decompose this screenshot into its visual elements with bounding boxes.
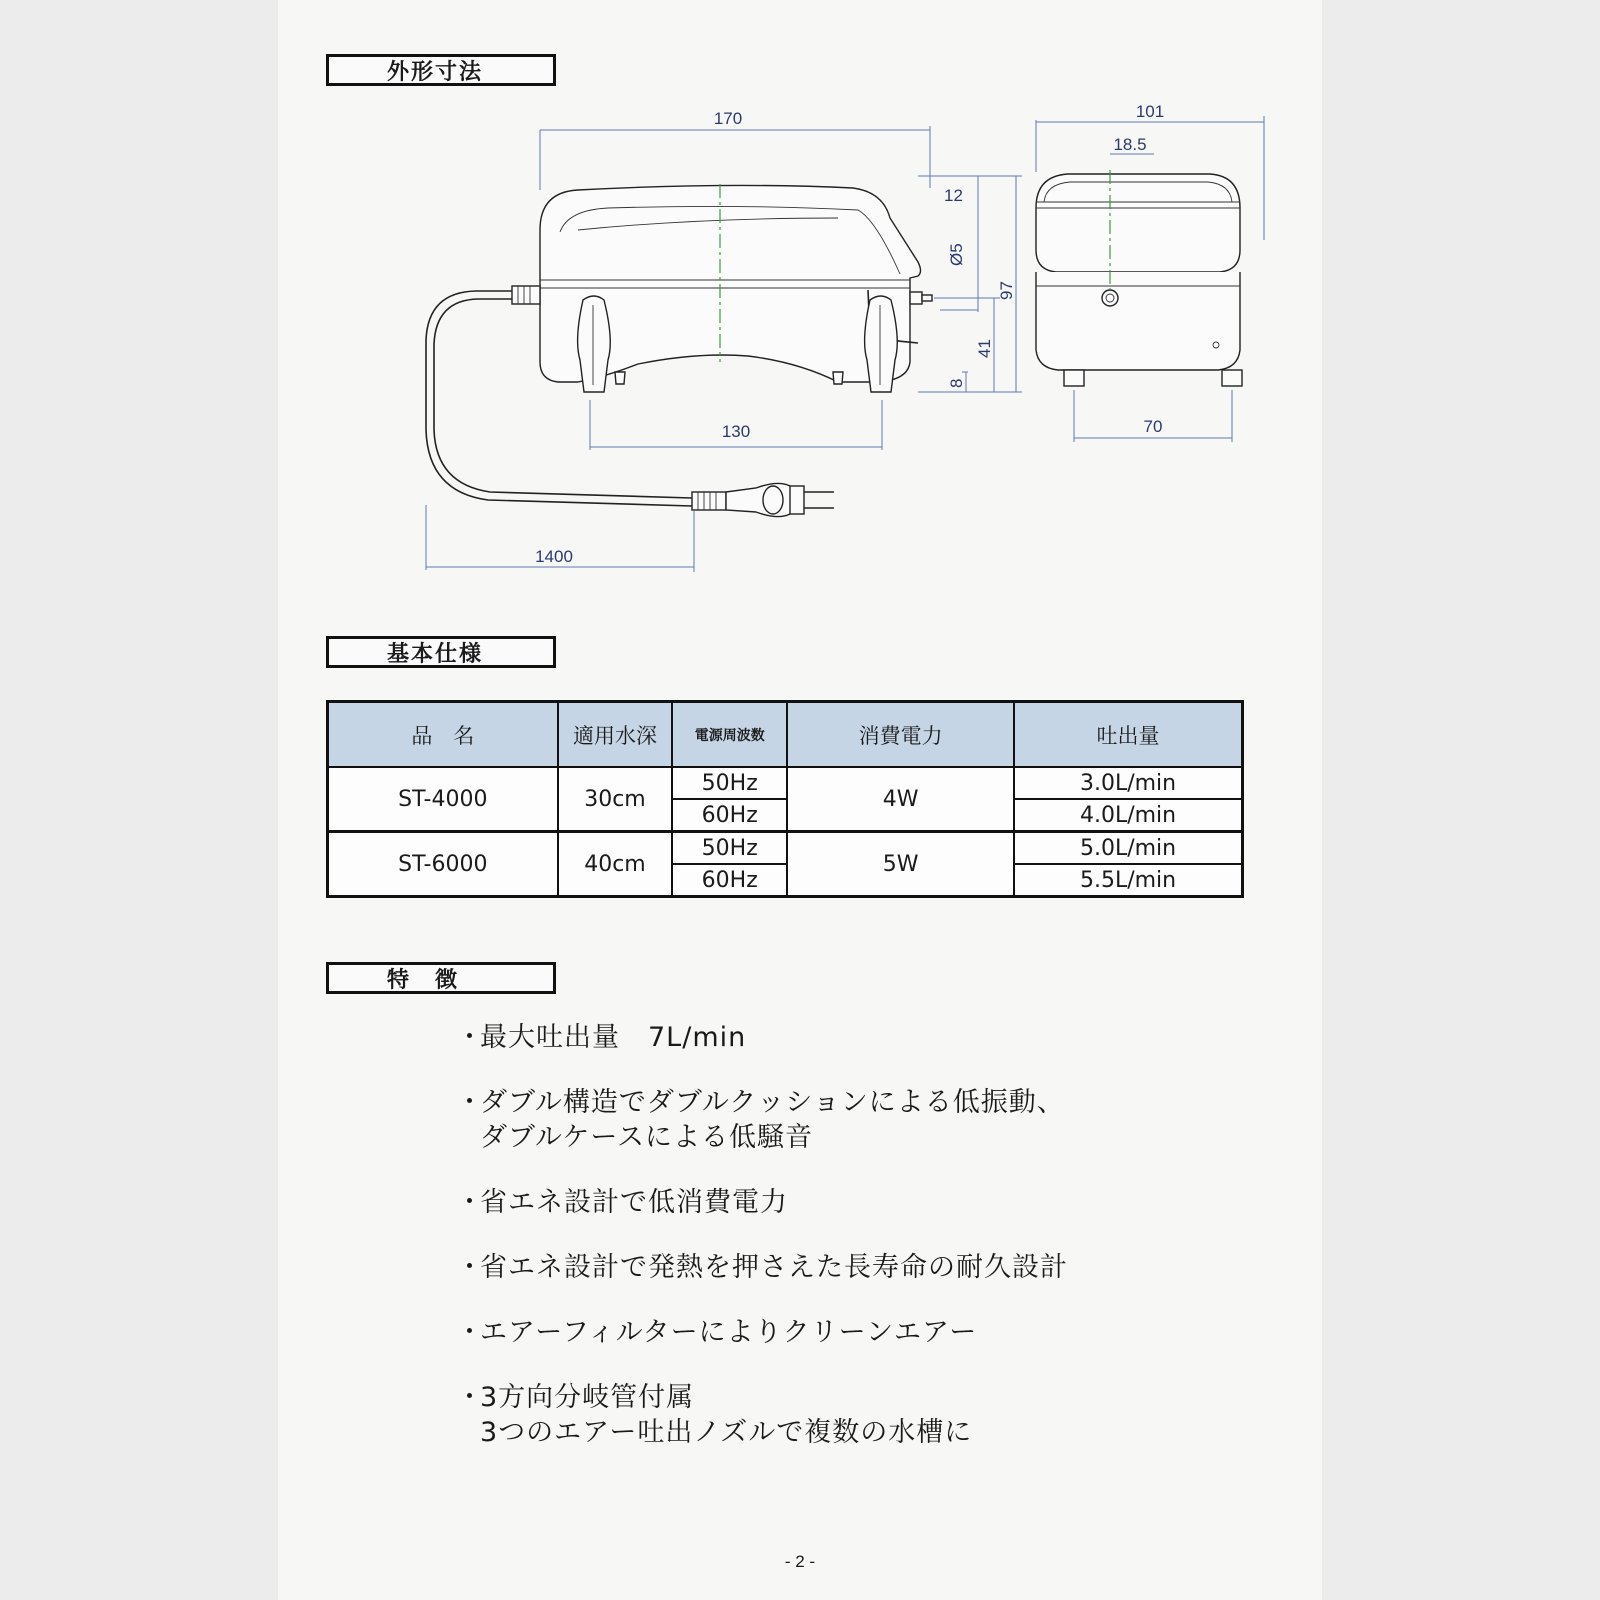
dim-cord: 1400 [535,547,573,566]
table-header-row [328,702,1243,768]
cell-output: 4.0L/min [1014,799,1242,832]
pump-side-view [512,184,932,392]
cell-frequency: 60Hz [672,799,787,832]
dim-depth: 101 [1135,102,1165,121]
cell-model: ST-4000 [328,767,558,832]
section-header-features [326,962,556,994]
feature-line: 最大吐出量 7L/min [480,1022,747,1053]
dim-offset: 12 [944,186,963,205]
feature-line: 3方向分岐管付属 [480,1382,695,1413]
cell-frequency: 60Hz [672,864,787,897]
section-header-specs [326,636,556,668]
feature-line: 省エネ設計で発熱を押さえた長寿命の耐久設計 [480,1252,1068,1283]
dim-foot-span: 130 [721,422,751,441]
section-title: 基本仕様 [387,641,484,667]
feature-line: 3つのエアー吐出ノズルで複数の水槽に [480,1417,973,1448]
dimension-drawing [278,100,1322,600]
dim-nozzle: Ø5 [947,243,966,266]
list-item [456,1185,1216,1220]
bullet: ・ [456,1317,484,1348]
list-item [456,1085,1216,1155]
feature-line: エアーフィルターによりクリーンエアー [480,1317,978,1348]
dim-nozzle-offset: 18.5 [1113,135,1147,154]
list-item [456,1380,1216,1450]
cell-frequency: 50Hz [672,832,787,865]
list-item [456,1250,1216,1285]
header-model: 品 名 [328,702,558,768]
cell-power: 4W [787,767,1014,832]
list-item [456,1315,1216,1350]
document-page [278,0,1322,1600]
header-power: 消費電力 [787,702,1014,768]
dim-foot-height: 8 [947,378,966,388]
cell-frequency: 50Hz [672,767,787,799]
spec-table [326,700,1244,898]
bullet: ・ [456,1187,484,1218]
section-title: 特 徴 [387,967,460,993]
cell-output: 3.0L/min [1014,767,1242,799]
dim-nozzle-height: 41 [975,339,994,358]
cell-power: 5W [787,832,1014,897]
dim-height: 97 [997,281,1016,300]
feature-line: ダブルケースによる低騒音 [480,1122,814,1153]
bullet: ・ [456,1022,484,1053]
cell-output: 5.5L/min [1014,864,1242,897]
header-frequency: 電源周波数 [672,702,787,768]
bullet: ・ [456,1087,484,1118]
page-number: - 2 - [784,1552,816,1571]
header-output: 吐出量 [1014,702,1242,768]
bullet: ・ [456,1382,484,1413]
header-depth: 適用水深 [558,702,673,768]
cell-output: 5.0L/min [1014,832,1242,865]
table-row [328,832,1243,865]
section-title: 外形寸法 [387,59,484,85]
dim-width: 170 [713,109,743,128]
feature-line: ダブル構造でダブルクッションによる低振動、 [480,1087,1065,1118]
list-item [456,1020,1216,1055]
dim-foot-span-front: 70 [1143,417,1163,436]
cell-model: ST-6000 [328,832,558,897]
bullet: ・ [456,1252,484,1283]
section-header-dimensions [326,54,556,86]
cell-depth: 40cm [558,832,673,897]
cell-depth: 30cm [558,767,673,832]
pump-front-view [1036,170,1242,386]
feature-list [456,1020,1216,1480]
feature-line: 省エネ設計で低消費電力 [480,1187,788,1218]
table-row [328,767,1243,799]
